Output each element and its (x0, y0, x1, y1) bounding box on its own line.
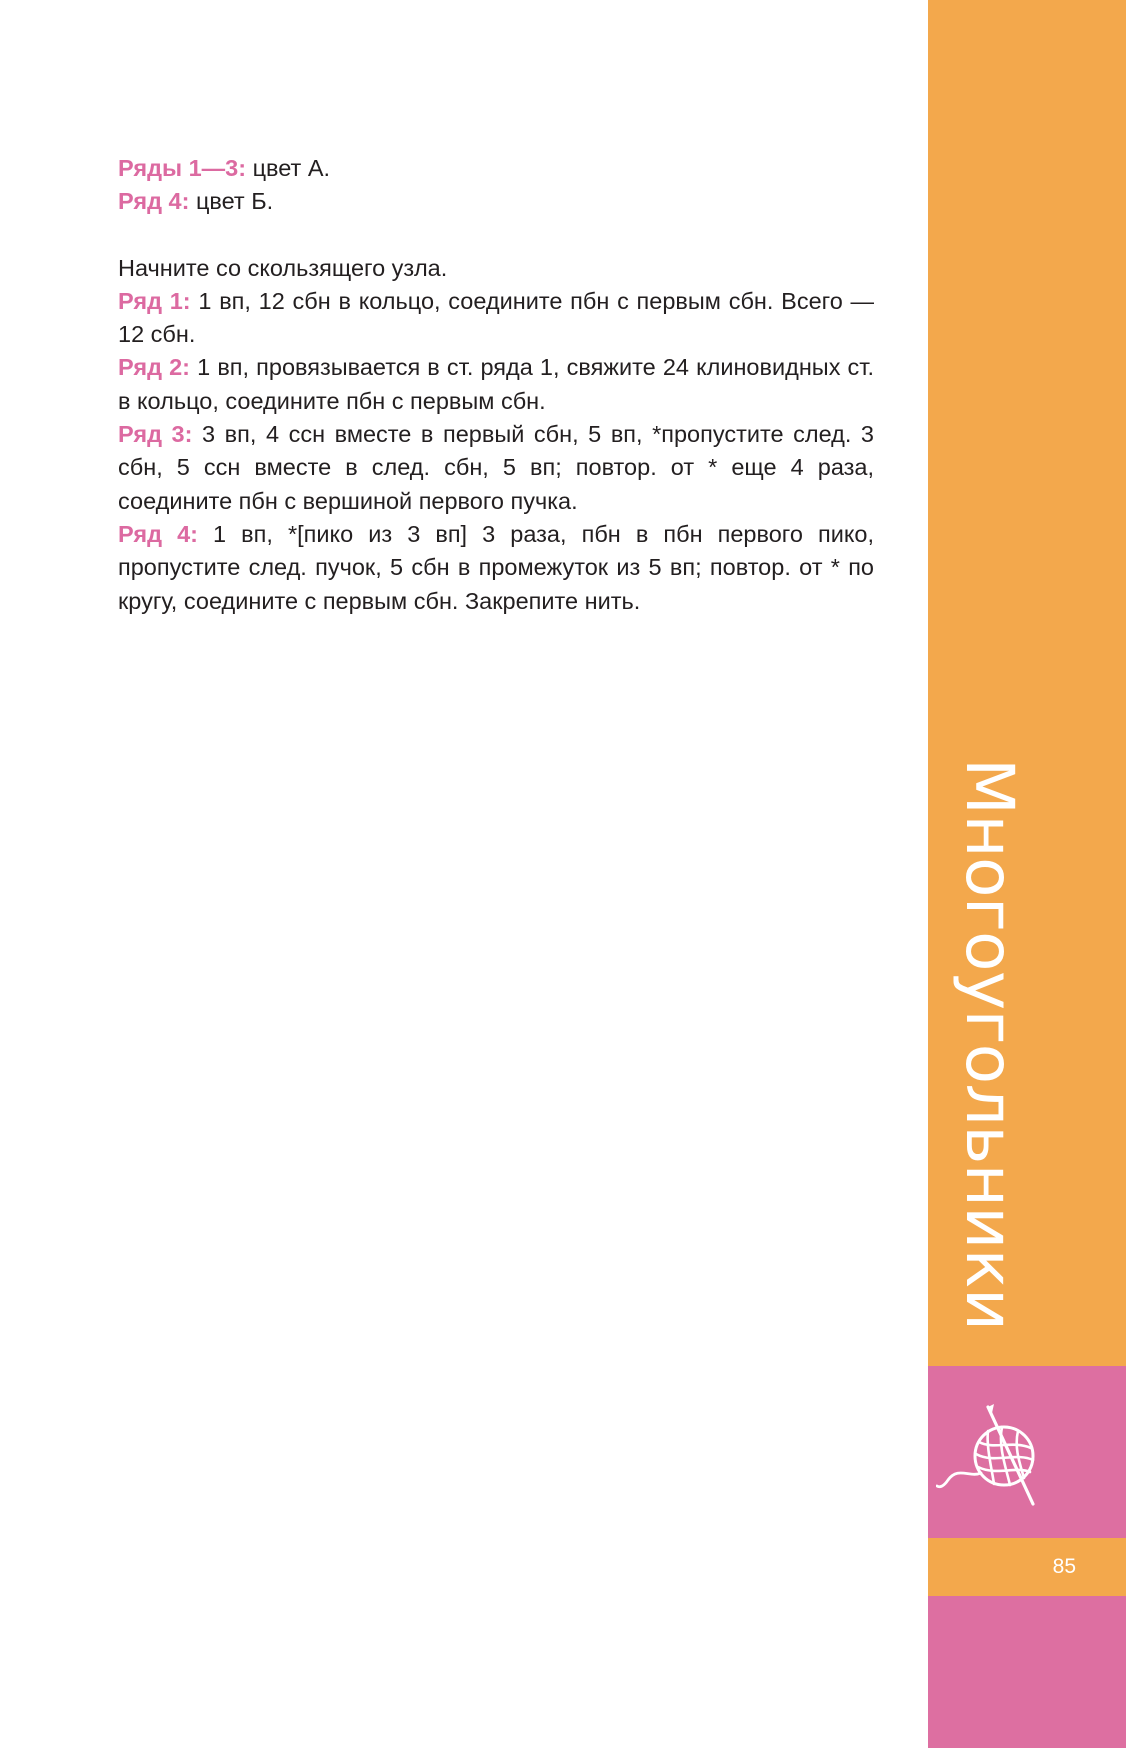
row-instruction (118, 285, 874, 352)
row-instruction (118, 351, 874, 418)
row-label: Ряды 1—3: (118, 155, 247, 181)
row-text: цвет Б. (189, 188, 274, 215)
sidebar-orange-band (928, 0, 1126, 1366)
yarn-ball-hook-icon (936, 1400, 1056, 1520)
color-line (118, 185, 874, 218)
row-label: Ряд 2: (118, 354, 191, 381)
row-instruction (118, 418, 874, 518)
row-instruction (118, 518, 874, 618)
page-number: 85 (1052, 1555, 1076, 1578)
color-line (118, 152, 874, 185)
row-label: Ряд 4: (118, 188, 190, 215)
row-text: 1 вп, провязывается в ст. ряда 1, свяжите 24 клиновидных ст. в кольцо, соедините пбн с первым сбн. (118, 354, 874, 414)
section-title: Многоугольники (951, 758, 1028, 1331)
row-text: 3 вп, 4 ссн вместе в первый сбн, 5 вп, *пропустите след. 3 сбн, 5 ссн вместе в след. сбн, 5 вп; повтор. от * еще 4 раза, соедините пбн с вершиной первого пучка. (118, 421, 874, 514)
chapter-sidebar (928, 0, 1126, 1748)
row-text: 1 вп, 12 сбн в кольцо, соедините пбн с первым сбн. Всего — 12 сбн. (118, 287, 875, 348)
row-label: Ряд 1: (118, 287, 191, 314)
row-label: Ряд 3: (118, 421, 193, 448)
intro-line: Начните со скользящего узла. (118, 254, 448, 281)
row-label: Ряд 4: (118, 520, 198, 547)
row-text: цвет А. (246, 155, 331, 181)
sidebar-bottom-band (928, 1596, 1126, 1748)
pattern-instructions (118, 152, 874, 618)
paragraph-gap (118, 219, 874, 252)
row-text: 1 вп, *[пико из 3 вп] 3 раза, пбн в пбн первого пико, пропустите след. пучок, 5 сбн в промежуток из 5 вп; повтор. от * по кругу, соедините с первым сбн. Закрепите нить. (118, 520, 874, 614)
